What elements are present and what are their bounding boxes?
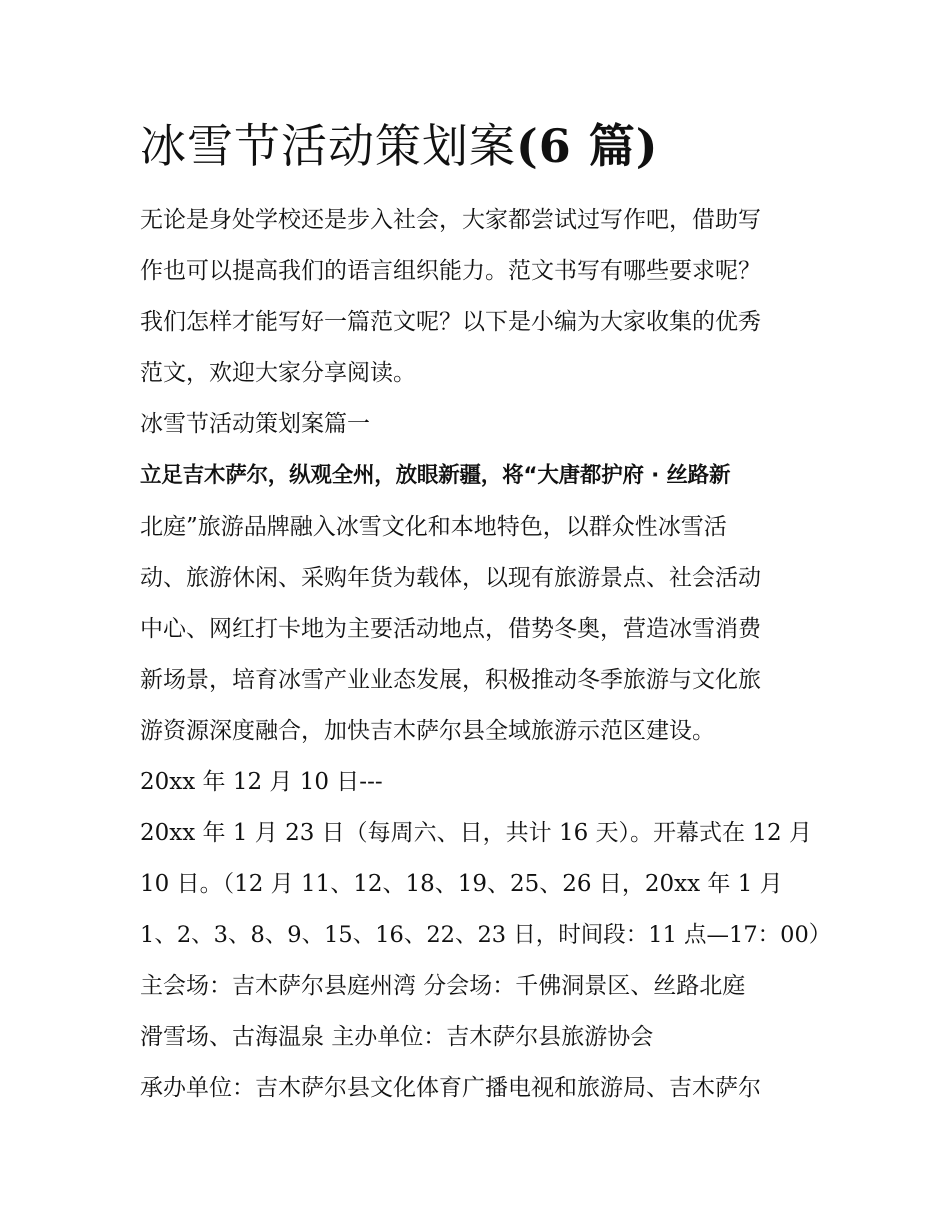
date-line: 1、2、3、8、9、15、16、22、23 日，时间段：11 点—17：00） [140,922,832,948]
title-main: 冰雪节活动策划案 [140,119,516,173]
date-line: 10 日。（12 月 11、12、18、19、25、26 日，20xx 年 1 月 [140,871,783,897]
intro-line: 无论是身处学校还是步入社会，大家都尝试过写作吧，借助写 [140,207,761,233]
intro-line: 我们怎样才能写好一篇范文呢？以下是小编为大家收集的优秀 [140,309,761,335]
organizer-line: 承办单位：吉木萨尔县文化体育广播电视和旅游局、吉木萨尔 [140,1075,761,1101]
date-line: 20xx 年 12 月 10 日--- [140,769,383,795]
venue-line: 滑雪场、古海温泉 主办单位：吉木萨尔县旅游协会 [140,1024,654,1050]
body-line: 中心、网红打卡地为主要活动地点，借势冬奥，营造冰雪消费 [140,616,761,642]
venue-line: 主会场：吉木萨尔县庭州湾 分会场：千佛洞景区、丝路北庭 [140,973,746,999]
intro-line: 作也可以提高我们的语言组织能力。范文书写有哪些要求呢？ [140,258,761,284]
body-line: 动、旅游休闲、采购年货为载体，以现有旅游景点、社会活动 [140,565,761,591]
intro-line: 范文，欢迎大家分享阅读。 [140,360,416,386]
body-line: 游资源深度融合，加快吉木萨尔县全域旅游示范区建设。 [140,718,715,744]
document-title [140,116,659,176]
date-line: 20xx 年 1 月 23 日（每周六、日，共计 16 天）。开幕式在 12 月 [140,820,812,846]
title-suffix: (6 篇) [516,119,659,173]
body-line: 北庭”旅游品牌融入冰雪文化和本地特色，以群众性冰雪活 [140,514,727,540]
section-heading: 冰雪节活动策划案篇一 [140,411,370,437]
body-line: 新场景，培育冰雪产业业态发展，积极推动冬季旅游与文化旅 [140,667,761,693]
body-line-bold: 立足吉木萨尔，纵观全州，放眼新疆，将“大唐都护府 · 丝路新 [140,463,731,488]
